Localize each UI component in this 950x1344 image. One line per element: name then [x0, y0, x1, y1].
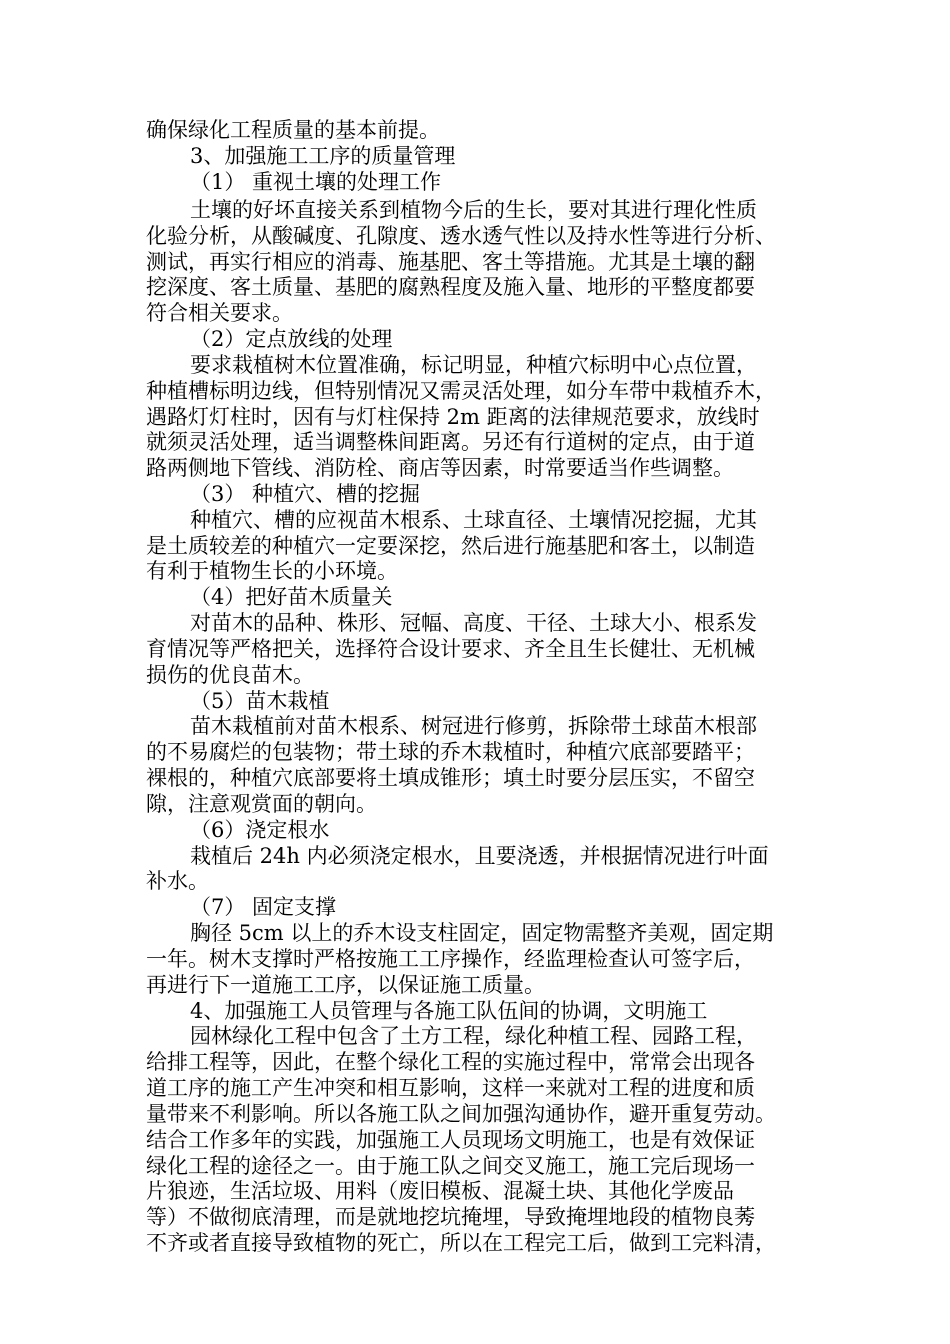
text-line: 就须灵活处理，适当调整株间距离。另还有行道树的定点，由于道	[146, 430, 755, 454]
subsection-heading: （2）定点放线的处理	[190, 327, 393, 351]
text-line: 裸根的，种植穴底部要将土填成锥形；填土时要分层压实，不留空	[146, 766, 755, 790]
text-line: 的不易腐烂的包装物；带土球的乔木栽植时，种植穴底部要踏平；	[146, 740, 755, 764]
text-line: 化验分析，从酸碱度、孔隙度、透水透气性以及持水性等进行分析、	[146, 224, 776, 248]
subsection-heading: （4）把好苗木质量关	[190, 585, 393, 609]
text-line: 有利于植物生长的小环境。	[146, 559, 398, 583]
text-line: 结合工作多年的实践，加强施工人员现场文明施工，也是有效保证	[146, 1128, 755, 1152]
text-line: 补水。	[146, 869, 209, 893]
text-line: 量带来不利影响。所以各施工队之间加强沟通协作，避开重复劳动。	[146, 1102, 776, 1126]
section-heading: 3、加强施工工序的质量管理	[190, 144, 456, 168]
subsection-heading: （7） 固定支撑	[190, 895, 337, 919]
text-line: 符合相关要求。	[146, 301, 293, 325]
text-line: 对苗木的品种、株形、冠幅、高度、干径、土球大小、根系发	[190, 611, 757, 635]
section-heading: 4、加强施工人员管理与各施工队伍间的协调，文明施工	[190, 999, 708, 1023]
text-line: 遇路灯灯柱时，因有与灯柱保持 2m 距离的法律规范要求，放线时	[146, 405, 760, 429]
text-line: 等）不做彻底清理，而是就地挖坑掩埋，导致掩埋地段的植物良莠	[146, 1205, 755, 1229]
text-line: 确保绿化工程质量的基本前提。	[146, 118, 440, 142]
subsection-heading: （1） 重视土壤的处理工作	[190, 170, 442, 194]
text-line: 路两侧地下管线、消防栓、商店等因素，时常要适当作些调整。	[146, 456, 734, 480]
subsection-heading: （6）浇定根水	[190, 818, 330, 842]
subsection-heading: （3） 种植穴、槽的挖掘	[190, 482, 421, 506]
text-line: 栽植后 24h 内必须浇定根水，且要浇透，并根据情况进行叶面	[190, 844, 769, 868]
text-line: 挖深度、客土质量、基肥的腐熟程度及施入量、地形的平整度都要	[146, 275, 755, 299]
text-line: 损伤的优良苗木。	[146, 663, 314, 687]
text-line: 种植穴、槽的应视苗木根系、土球直径、土壤情况挖掘，尤其	[190, 508, 757, 532]
text-line: 不齐或者直接导致植物的死亡，所以在工程完工后，做到工完料清，	[146, 1231, 776, 1255]
text-line: 给排工程等，因此，在整个绿化工程的实施过程中，常常会出现各	[146, 1050, 755, 1074]
text-line: 是土质较差的种植穴一定要深挖，然后进行施基肥和客土，以制造	[146, 534, 755, 558]
text-line: 片狼迹，生活垃圾、用料（废旧模板、混凝土块、其他化学废品	[146, 1179, 734, 1203]
text-line: 胸径 5cm 以上的乔木设支柱固定，固定物需整齐美观，固定期	[190, 921, 774, 945]
text-line: 要求栽植树木位置准确，标记明显，种植穴标明中心点位置，	[190, 353, 757, 377]
text-line: 园林绿化工程中包含了土方工程，绿化种植工程、园路工程，	[190, 1024, 757, 1048]
subsection-heading: （5）苗木栽植	[190, 689, 330, 713]
text-line: 土壤的好坏直接关系到植物今后的生长，要对其进行理化性质	[190, 198, 757, 222]
text-line: 一年。树木支撑时严格按施工工序操作，经监理检查认可签字后，	[146, 947, 755, 971]
text-line: 测试，再实行相应的消毒、施基肥、客土等措施。尤其是土壤的翻	[146, 250, 755, 274]
text-line: 种植槽标明边线，但特别情况又需灵活处理，如分车带中栽植乔木，	[146, 379, 776, 403]
text-line: 再进行下一道施工工序，以保证施工质量。	[146, 973, 545, 997]
text-line: 隙，注意观赏面的朝向。	[146, 792, 377, 816]
text-line: 育情况等严格把关，选择符合设计要求、齐全且生长健壮、无机械	[146, 637, 755, 661]
text-line: 苗木栽植前对苗木根系、树冠进行修剪，拆除带土球苗木根部	[190, 714, 757, 738]
text-line: 绿化工程的途径之一。由于施工队之间交叉施工，施工完后现场一	[146, 1154, 755, 1178]
text-line: 道工序的施工产生冲突和相互影响，这样一来就对工程的进度和质	[146, 1076, 755, 1100]
